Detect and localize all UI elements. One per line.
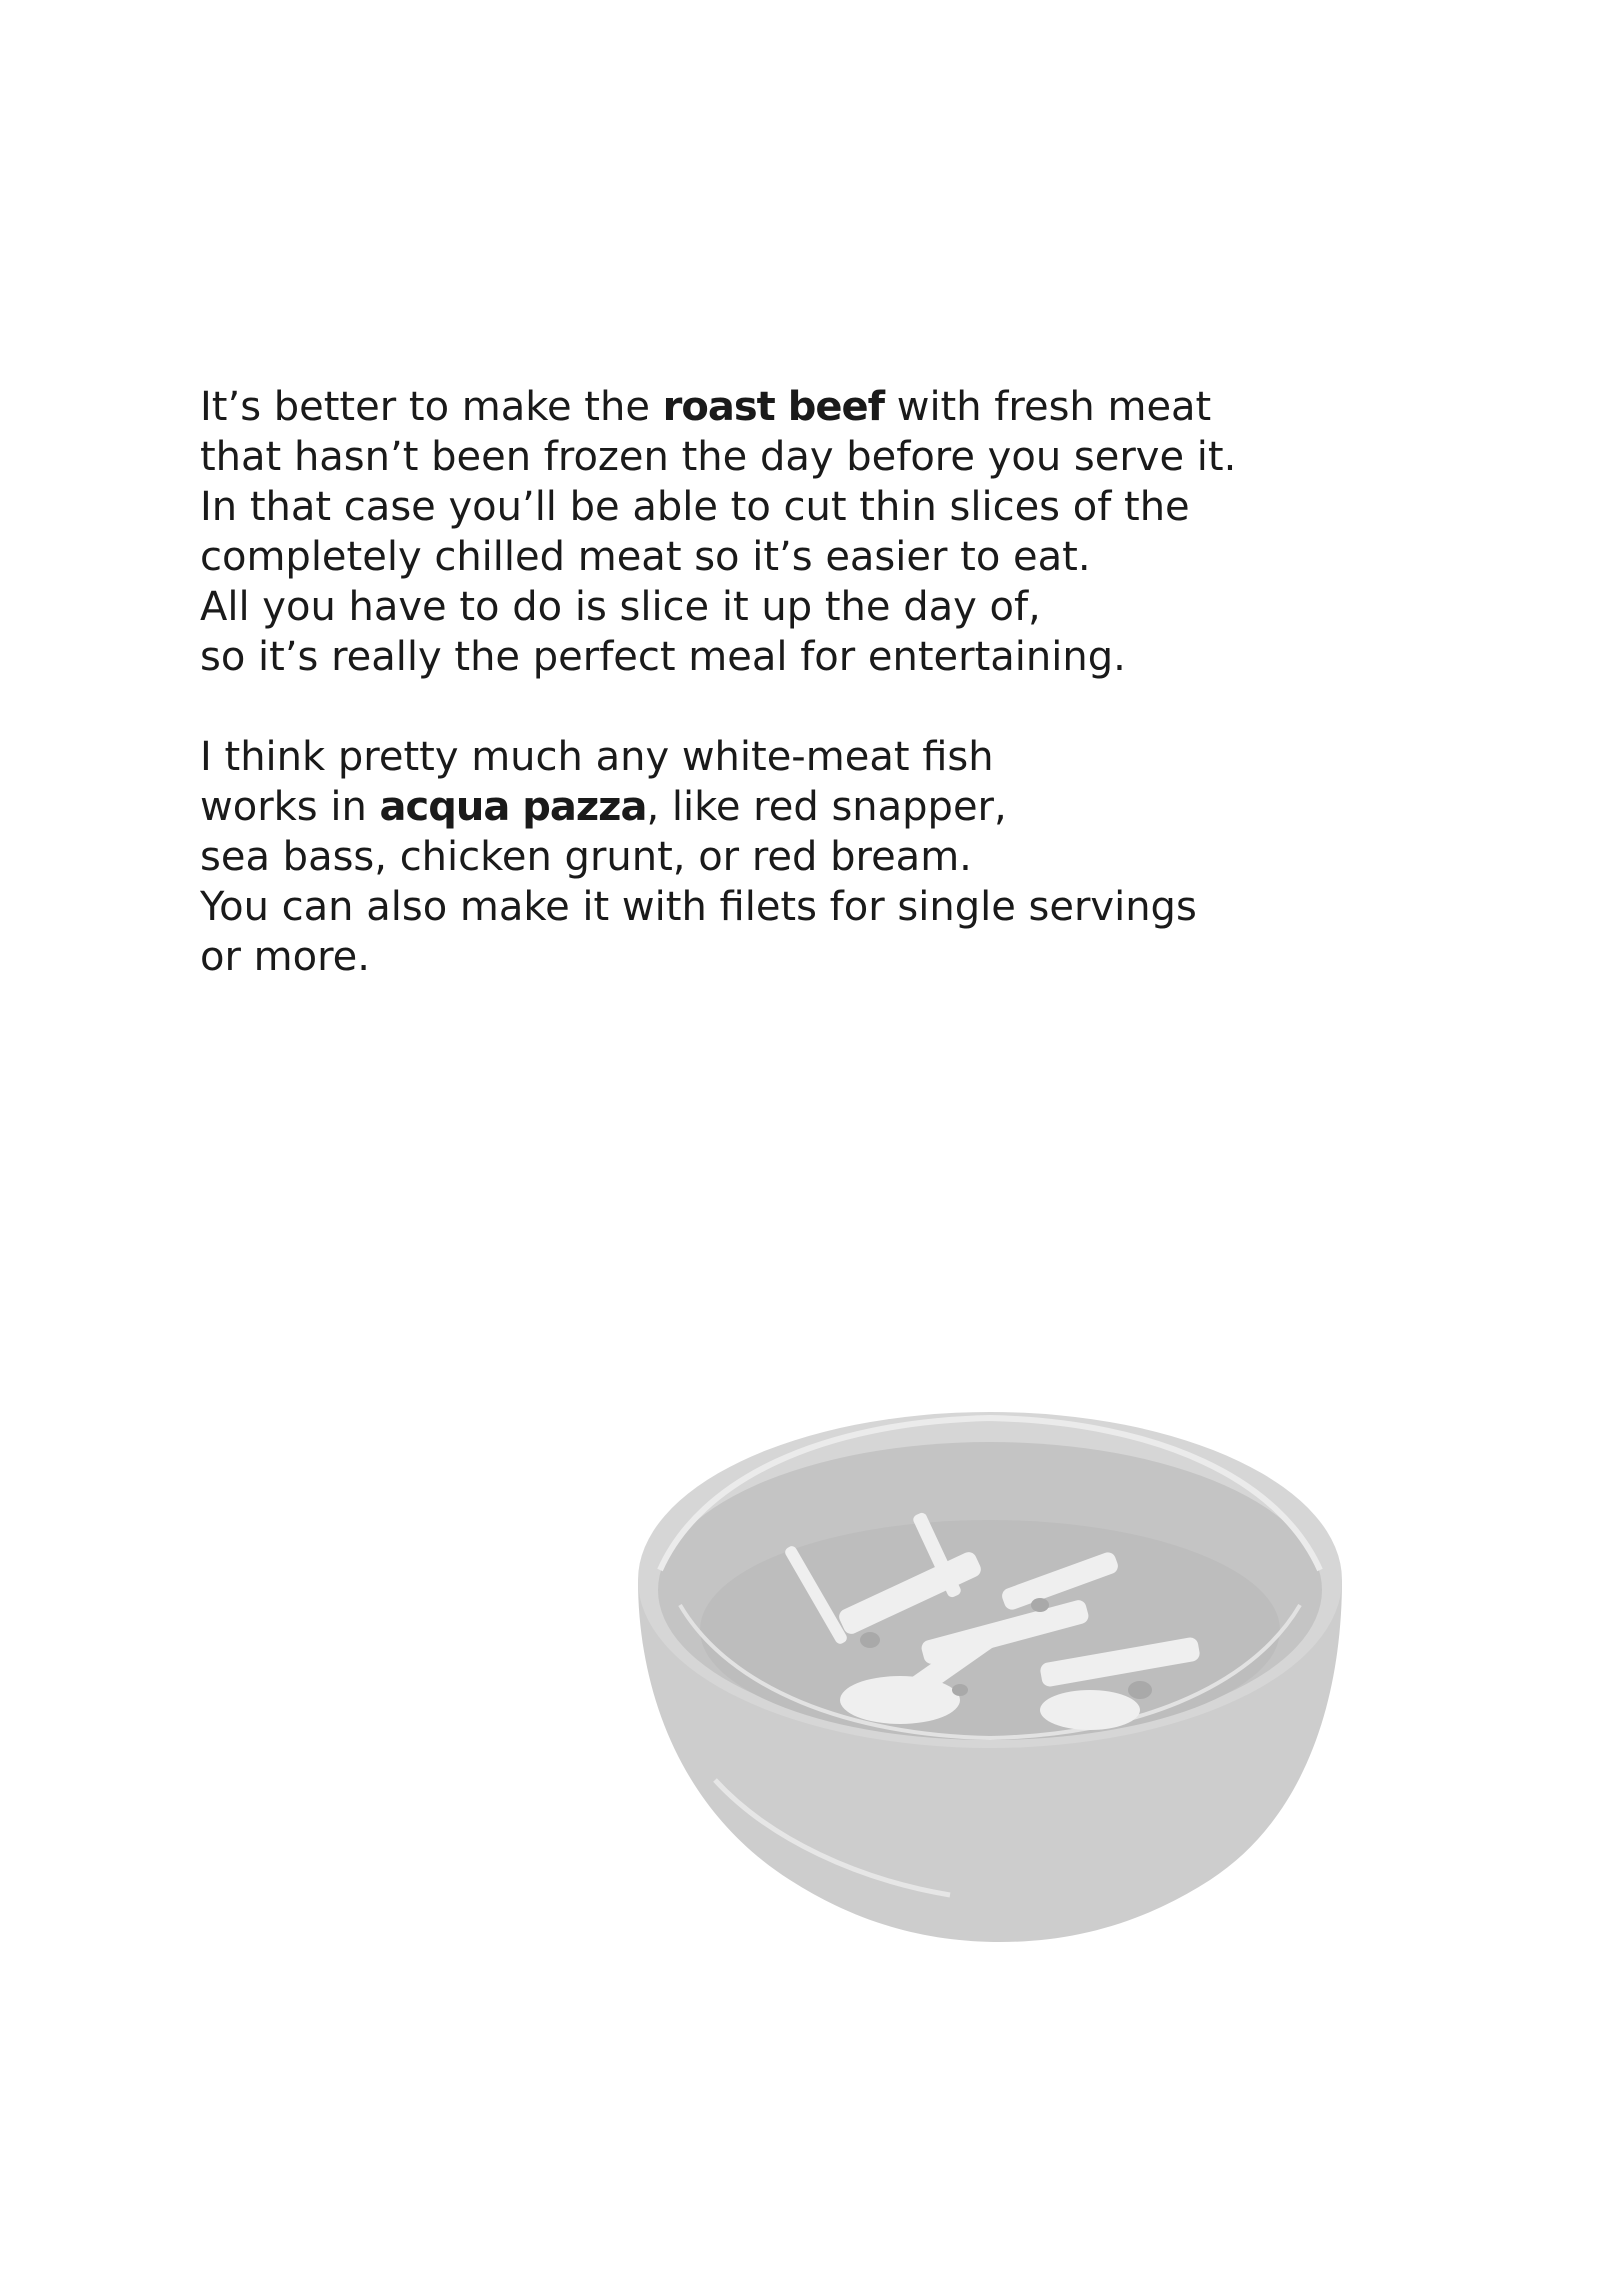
paragraph-acqua-pazza — [200, 732, 1420, 982]
text-line: that hasn’t been frozen the day before you serve it. — [200, 434, 1237, 480]
text-segment: , like red snapper, — [646, 784, 1007, 830]
text-line: sea bass, chicken grunt, or red bream. — [200, 834, 972, 880]
text-line — [200, 382, 1420, 432]
text-line: so it’s really the perfect meal for entertaining. — [200, 634, 1126, 680]
paragraph-roast-beef — [200, 382, 1420, 682]
text-line — [200, 782, 1420, 832]
text-line: completely chilled meat so it’s easier to eat. — [200, 534, 1091, 580]
bold-term-roast-beef: roast beef — [662, 384, 885, 430]
bold-term-acqua-pazza: acqua pazza — [379, 784, 647, 830]
text-line: All you have to do is slice it up the day of, — [200, 584, 1041, 630]
text-line: or more. — [200, 934, 370, 980]
text-line: In that case you’ll be able to cut thin slices of the — [200, 484, 1190, 530]
text-line: I think pretty much any white-meat fish — [200, 734, 994, 780]
bowl-illustration — [620, 1390, 1360, 1960]
text-segment: with fresh meat — [884, 384, 1212, 430]
text-line: You can also make it with filets for single servings — [200, 884, 1197, 930]
text-segment: works in — [200, 784, 380, 830]
bowl-icon — [620, 1390, 1360, 1960]
text-segment: It’s better to make the — [200, 384, 663, 430]
